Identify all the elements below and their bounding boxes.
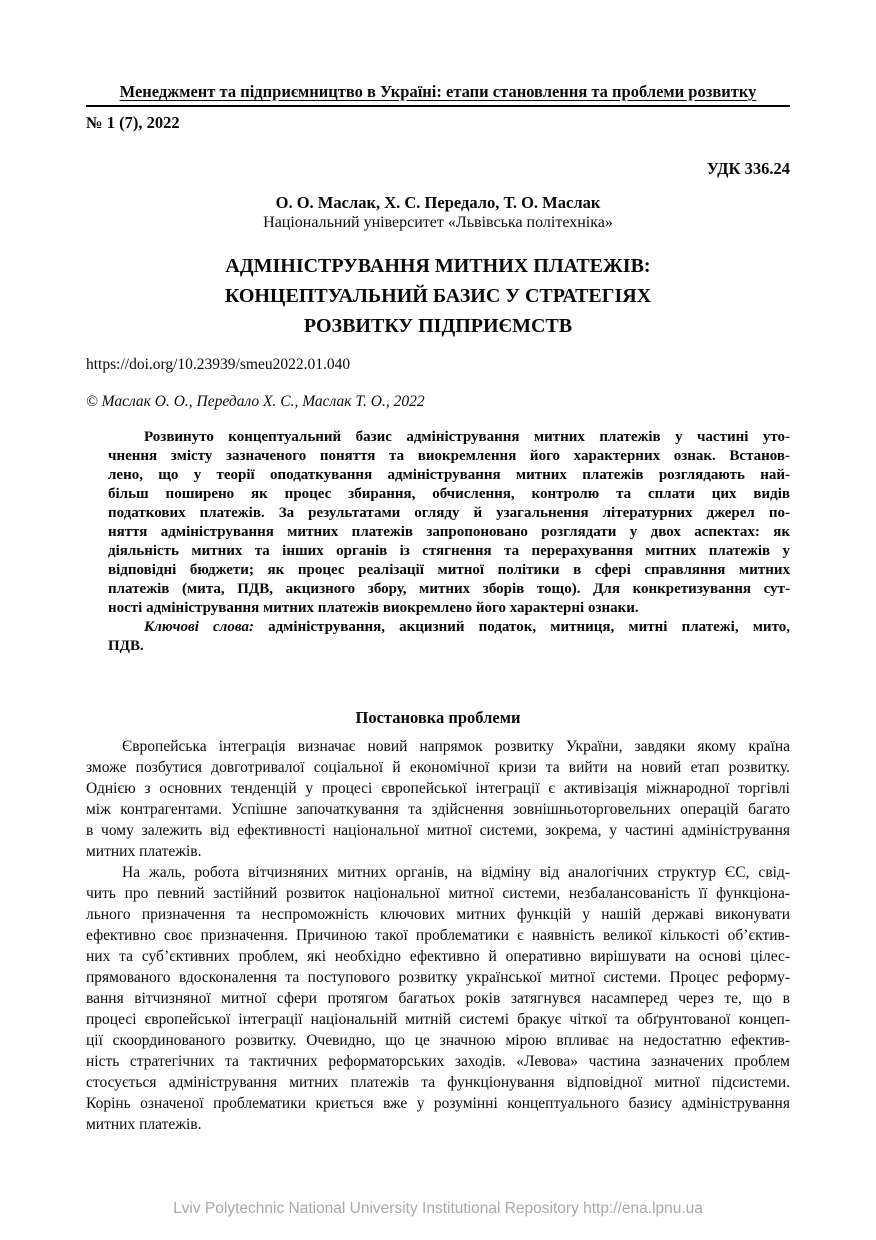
body-text-line: Корінь означеної проблематики криється вже у розумінні концептуального базису адміністрування	[86, 1095, 790, 1112]
abstract-line: відповідні бюджети; як процес реалізації митної політики в сфері справляння митних	[108, 562, 790, 578]
body-text-line: вання вітчизняної митної сфери протягом багатьох років затягнувся насамперед через те, що в	[86, 990, 790, 1007]
body-text-line: ції скоординованого розвитку. Очевидно, що це значною мірою впливає на недостатню ефектив-	[86, 1032, 790, 1049]
article-title-line: РОЗВИТКУ ПІДПРИЄМСТВ	[303, 315, 573, 337]
body-text-line: зможе позбутися довготривалої соціальної й економічної кризи та вийти на новий етап розвитку.	[86, 759, 790, 776]
body-text-line: Європейська інтеграція визначає новий напрямок розвитку України, завдяки якому країна	[122, 738, 790, 755]
section-heading: Постановка проблеми	[355, 708, 521, 727]
body-text-line: ність стратегічних та тактичних реформаторських заходів. «Левова» частина зазначених проблем	[86, 1053, 790, 1070]
body-text-line: На жаль, робота вітчизняних митних органів, на відміну від аналогічних структур ЄС, свід-	[122, 864, 790, 881]
journal-issue: № 1 (7), 2022	[86, 113, 180, 132]
udc-code: УДК 336.24	[706, 159, 790, 178]
body-text-line: чить про певний застійний розвиток національної митної системи, незбалансованість її функціона-	[86, 885, 790, 902]
body-text-line: митних платежів.	[86, 1116, 202, 1133]
article-title	[86, 251, 790, 341]
body-text-line: льного призначення та неспроможність ключових митних функцій у нашій державі виконувати	[86, 906, 790, 923]
body-text-line: Однією з основних тенденцій у процесі європейської інтеграції є активізація міжнародної торгівлі	[86, 780, 790, 797]
body-text-line: між контрагентами. Успішне започаткування та здійснення зовнішньоторговельних операцій багато	[86, 801, 790, 818]
journal-title: Менеджмент та підприємництво в Україні: етапи становлення та проблеми розвитку	[119, 82, 757, 101]
abstract-line: більш поширено як процес збирання, обчислення, контролю та сплати цих видів	[108, 486, 790, 502]
keywords-text: адміністрування, акцизний податок, митниця, митні платежі, мито,	[268, 619, 790, 635]
body-paragraph-1	[86, 736, 790, 862]
abstract-line: податкових платежів. За результатами огляду й узагальнення літературних джерел по-	[108, 505, 790, 521]
abstract-line: діяльність митних та інших органів із стягнення та перерахування митних платежів у	[108, 543, 790, 559]
body-text-line: процесі європейської інтеграції національній митній системі бракує чіткої та обґрунтованої концеп-	[86, 1011, 790, 1028]
abstract-line: лено, що у теорії оподаткування адміністрування митних платежів розглядають най-	[108, 467, 790, 483]
abstract-block	[108, 428, 790, 656]
keywords-line	[108, 618, 790, 637]
doi-link: https://doi.org/10.23939/smeu2022.01.040	[86, 356, 351, 373]
keywords-tail: ПДВ.	[108, 638, 144, 654]
authors: О. О. Маслак, Х. С. Передало, Т. О. Маслак	[275, 193, 601, 212]
article-title-line: АДМІНІСТРУВАННЯ МИТНИХ ПЛАТЕЖІВ:	[225, 255, 651, 277]
abstract-line: ності адміністрування митних платежів виокремлено його характерні ознаки.	[108, 600, 639, 616]
page-content	[86, 0, 790, 1135]
repository-footer: Lviv Polytechnic National University Institutional Repository http://ena.lpnu.ua	[173, 1200, 703, 1217]
journal-running-head	[86, 82, 790, 107]
copyright-notice: © Маслак О. О., Передало Х. С., Маслак Т. О., 2022	[86, 393, 425, 410]
body-text-line: в чому залежить від ефективності національної митної системи, зокрема, у частині адміністрування	[86, 822, 790, 839]
affiliation: Національний університет «Львівська політехніка»	[263, 214, 613, 231]
body-text-line: ефективно своє призначення. Причиною такої проблематики є наявність великої кількості об’єктив-	[86, 927, 790, 944]
abstract-line: няття адміністрування митних платежів запропоновано розглядати у двох аспектах: як	[108, 524, 790, 540]
body-text-line: них та суб’єктивних проблем, які необхідно ефективно й оперативно вирішувати на основі цілес-	[86, 948, 790, 965]
body-text-line: прямованого вдосконалення та поступового розвитку української митної системи. Процес реформу-	[86, 969, 790, 986]
abstract-line: чнення змісту зазначеного поняття та виокремлення його характерних ознак. Встанов-	[108, 448, 790, 464]
abstract-line: платежів (мита, ПДВ, акцизного збору, митних зборів тощо). Для конкретизування сут-	[108, 581, 790, 597]
keywords-label: Ключові слова:	[144, 619, 254, 635]
abstract-text	[108, 428, 790, 618]
body-text-line: стосується адміністрування митних платежів та функціонування відповідної митної підсистеми.	[86, 1074, 790, 1091]
article-title-line: КОНЦЕПТУАЛЬНИЙ БАЗИС У СТРАТЕГІЯХ	[224, 285, 652, 307]
abstract-line: Розвинуто концептуальний базис адміністрування митних платежів у частині уто-	[144, 429, 790, 445]
body-paragraph-2	[86, 862, 790, 1135]
body-text-line: митних платежів.	[86, 843, 202, 860]
